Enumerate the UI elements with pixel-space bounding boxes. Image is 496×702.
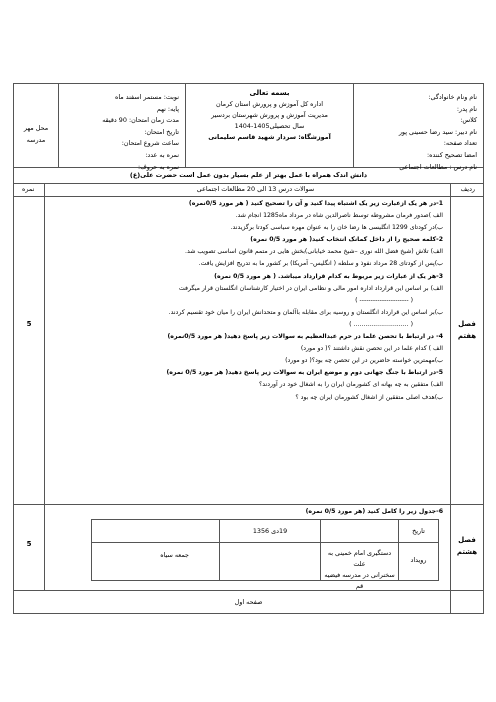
score-words-field: نمره به حروف: xyxy=(138,162,179,171)
exam-term: نوبت: مستمر اسفند ماه xyxy=(114,93,179,101)
answer-line: الف) بر اساس این قرارداد اداره امور مالی و نظامی ایران در اختیار کارشناسان انگلستان قرار میگرفت xyxy=(178,284,443,292)
events-table xyxy=(91,519,439,590)
date-cell-1 xyxy=(320,520,398,542)
question-line: 1-در هر یک ازعبارت زیر یک اشتباه پیدا کنید و آن را تصحیح کنید ( هر مورد 0/5نمره) xyxy=(188,200,443,207)
chapter-7-questions xyxy=(49,198,443,404)
event-label: رویداد xyxy=(410,556,427,564)
answer-line: ب)پس از کودتای 28 مرداد نفوذ و سلطه ( انگلیس– آمریکا) بر کشور ما به تدریج افزایش یافت. xyxy=(198,260,443,268)
page-count-field: تعداد صفحه: xyxy=(443,139,477,148)
question-line: 3-هر یک از عبارات زیر مربوط به کدام قرارداد میباشد. ( هر مورد 0/5 نمره) xyxy=(214,272,443,280)
exam-date-field: تاریخ امتحان: xyxy=(144,127,179,136)
event-value-line2: سخنرانی در مدرسه فیضیه قم xyxy=(324,571,395,590)
event-value xyxy=(321,542,398,592)
exam-header xyxy=(14,84,483,171)
school-seal-area xyxy=(14,84,58,167)
question-6: 6-جدول زیر را کامل کنید (هر مورد 0/5 نمره) xyxy=(305,508,443,515)
question-line: 4- در ارتباط با تحصن علما در حرم عبدالعظیم به سوالات زیر پاسخ دهید( هر مورد 0/5نمره) xyxy=(167,333,443,341)
chapter-8-label xyxy=(451,534,483,558)
bismillah: بسمه تعالی xyxy=(249,89,290,97)
column-header-row xyxy=(14,183,483,197)
date-row xyxy=(92,520,438,543)
seal-label-line1: محل مهر xyxy=(23,124,49,132)
school-info xyxy=(185,84,353,167)
row-number-header: ردیف xyxy=(460,185,475,193)
answer-line: ب)مهمترین خواسته حاضرین در این تحصن چه بود؟( دو مورد) xyxy=(285,357,443,365)
question-line: 2-کلمه صحیح را از داخل کمانک انتخاب کنید( هر مورد 0/5 نمره) xyxy=(250,236,443,244)
student-info xyxy=(353,84,483,171)
answer-line: ب)در کودتای 1299 انگلیسی ها رضا خان را به عنوان مهره سیاسی کودتا برگزیدند. xyxy=(230,224,443,232)
hadith-banner: دانش اندک همراه با عمل بهتر از علم بسیار بدون عمل است حضرت علی(ع) xyxy=(14,167,483,184)
answer-line: ( ---------------------- ) xyxy=(355,296,413,304)
friday-event: جمعه سیاه xyxy=(160,551,189,559)
seal-label-line2: مدرسه xyxy=(26,136,46,144)
event-cell-1 xyxy=(320,542,398,590)
education-management: مدیریت آموزش و پرورش شهرستان بردسیر xyxy=(211,111,328,119)
class-field: کلاس: xyxy=(460,116,477,125)
event-label-cell xyxy=(398,542,438,580)
student-name-field: نام ونام خانوادگی: xyxy=(428,93,477,101)
score-number-field: نمره به عدد: xyxy=(145,150,179,159)
date-cell-3 xyxy=(92,520,219,542)
school-name: آموزشگاه: سردار شهید قاسم سلیمانی xyxy=(208,133,331,141)
academic-year: سال تحصیلی1405-1404 xyxy=(234,122,305,130)
chapter-number-word: هشتم xyxy=(456,548,478,556)
chapter-8-score: 5 xyxy=(26,540,32,548)
event-value-line1: دستگیری امام خمینی به علت xyxy=(327,549,392,568)
date-label: تاریخ xyxy=(412,527,425,535)
question-line: 5-در ارتباط با جنگ جهانی دوم و موضع ایران به سوالات زیر پاسخ دهید( هر مورد 0/5 نمره) xyxy=(166,369,443,377)
date-cell-2 xyxy=(219,520,320,542)
answer-line: الف )صدور فرمان مشروطه توسط ناصرالدین شاه در مرداد ماه1285 انجام شد. xyxy=(235,212,443,220)
exam-start-time-field: ساعت شروع امتحان: xyxy=(121,139,179,148)
chapter-7-section xyxy=(14,196,483,505)
education-office: اداره کل آموزش و پرورش استان کرمان xyxy=(216,100,323,108)
event-cell-2 xyxy=(219,542,320,580)
exam-frame xyxy=(13,83,484,614)
answer-line: ب)بر اساس این قرارداد انگلستان و روسیه برای مقابله باآلمان و متحدانش ایران را میان خود تقسیم کردند. xyxy=(168,308,443,316)
date-label-cell xyxy=(398,520,438,542)
answer-line: الف) تلاش (شیخ فضل الله نوری –شیخ محمد خیابانی)بخش هایی در متمم قانون اساسی تصویب شد. xyxy=(184,248,443,256)
grader-signature-field: امضا تصحیح کننده: xyxy=(426,150,477,159)
page-footer: صفحه اول xyxy=(234,598,263,606)
exam-info xyxy=(58,84,185,171)
answer-line: الف) متفقین به چه بهانه ای کشورمان ایران را به اشغال خود در آوردند؟ xyxy=(258,381,443,389)
questions-title: سوالات درس 13 الی 20 مطالعات اجتماعی xyxy=(196,185,315,193)
score-header: نمره xyxy=(22,185,35,193)
event-row xyxy=(92,542,438,590)
chapter-number-word: هفتم xyxy=(457,332,477,340)
answer-line: الف ) کدام علما در این تحصن نقش داشتند ؟( دو مورد) xyxy=(300,345,443,353)
teacher-name: نام دبیر: سید رضا حسینی پور xyxy=(398,127,477,136)
subject-name: نام درس : مطالعات اجتماعی xyxy=(399,162,477,171)
chapter-word: فصل xyxy=(458,536,476,544)
answer-line: ( ............................ ) xyxy=(349,320,413,328)
father-name-field: نام پدر: xyxy=(456,104,477,113)
date-value: 19دی 1356 xyxy=(252,527,288,535)
exam-duration: مدت زمان امتحان: 90 دقیقه xyxy=(102,116,179,125)
chapter-word: فصل xyxy=(458,320,476,328)
chapter-7-label xyxy=(451,318,483,342)
answer-line: ب)هدف اصلی متفقین از اشغال کشورمان ایران چه بود ؟ xyxy=(295,393,443,401)
chapter-7-score: 5 xyxy=(26,320,32,328)
grade-level: پایه: نهم xyxy=(156,104,179,113)
event-cell-3 xyxy=(92,542,219,580)
